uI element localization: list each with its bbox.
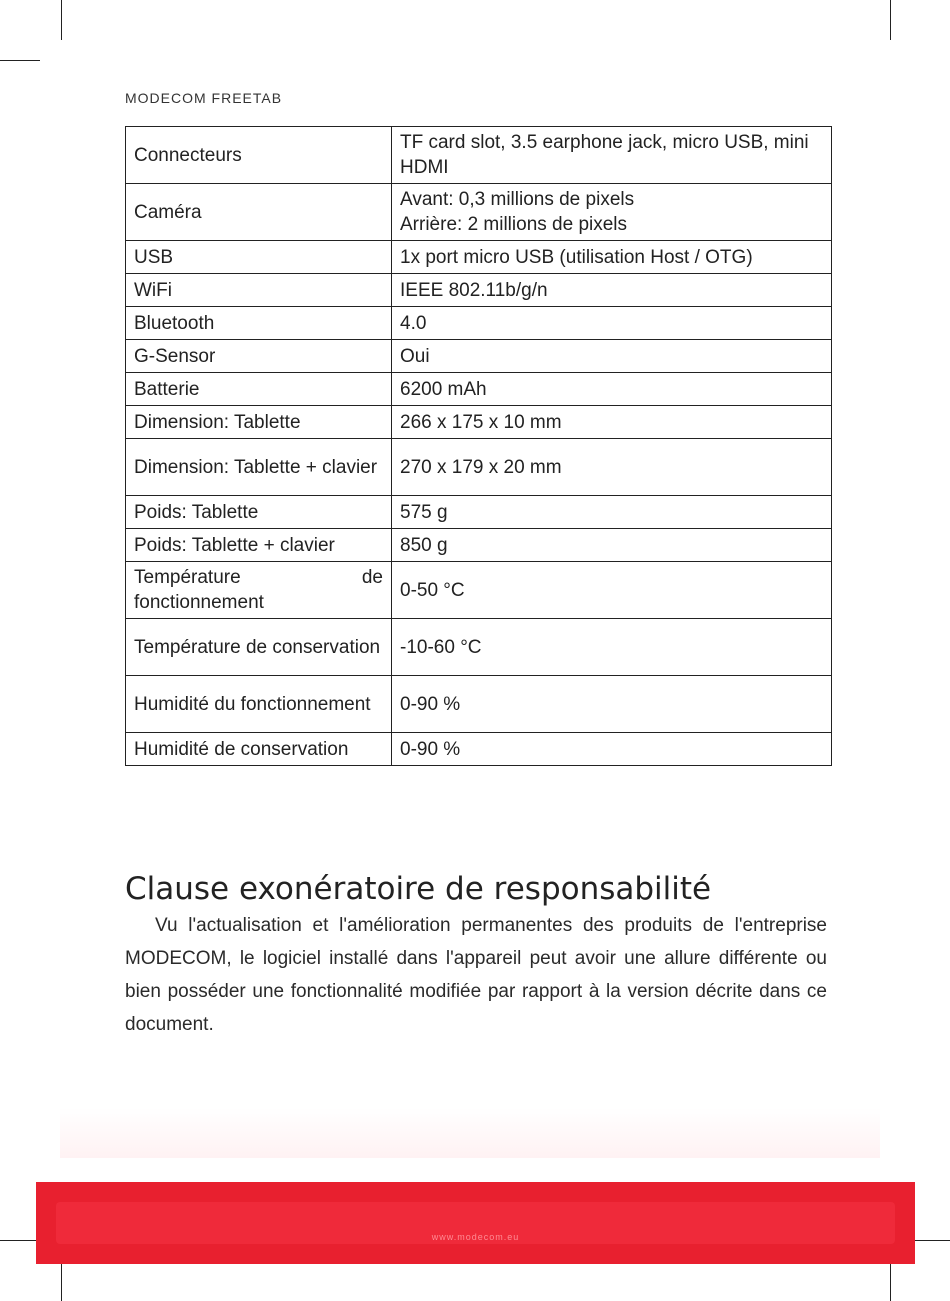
spec-value: 575 g	[392, 496, 832, 529]
spec-row	[126, 373, 832, 406]
crop-mark-left-bottom	[0, 1240, 40, 1241]
spec-key: Dimension: Tablette + clavier	[126, 439, 392, 496]
spec-value: -10-60 °C	[392, 619, 832, 676]
spec-row	[126, 127, 832, 184]
spec-row	[126, 307, 832, 340]
footer-inner	[56, 1202, 895, 1244]
spec-key: Température de fonctionnement	[126, 562, 392, 619]
spec-key: Poids: Tablette	[126, 496, 392, 529]
spec-row	[126, 676, 832, 733]
spec-value: Avant: 0,3 millions de pixels Arrière: 2 millions de pixels	[392, 184, 832, 241]
spec-key: Batterie	[126, 373, 392, 406]
spec-key: Température de conservation	[126, 619, 392, 676]
spec-row	[126, 241, 832, 274]
spec-key: Poids: Tablette + clavier	[126, 529, 392, 562]
spec-value: 0-90 %	[392, 733, 832, 766]
spec-row	[126, 184, 832, 241]
disclaimer-text: Vu l'actualisation et l'amélioration permanentes des produits de l'entreprise MODECOM, le logiciel installé dans l'appareil peut avoir une allure différente ou bien posséder une fonctionnalité modifiée par rapport à la version décrite dans ce document.	[125, 915, 827, 1035]
footer-text: www.modecom.eu	[431, 1232, 520, 1242]
crop-mark-bottom-right	[890, 1261, 891, 1301]
crop-mark-left-top	[0, 60, 40, 61]
spec-row	[126, 439, 832, 496]
spec-row	[126, 496, 832, 529]
spec-row	[126, 529, 832, 562]
spec-row	[126, 274, 832, 307]
spec-value: 0-50 °C	[392, 562, 832, 619]
spec-value: TF card slot, 3.5 earphone jack, micro USB, mini HDMI	[392, 127, 832, 184]
page-header: MODECOM FREETAB	[125, 90, 283, 106]
spec-value: 270 x 179 x 20 mm	[392, 439, 832, 496]
crop-mark-right-bottom	[910, 1240, 950, 1241]
spec-key: G-Sensor	[126, 340, 392, 373]
section-title: Clause exonératoire de responsabilité	[125, 870, 712, 907]
spec-row	[126, 619, 832, 676]
spec-key: Caméra	[126, 184, 392, 241]
spec-row	[126, 733, 832, 766]
spec-table	[125, 126, 832, 766]
spec-value: 4.0	[392, 307, 832, 340]
spec-value: 0-90 %	[392, 676, 832, 733]
spec-key: WiFi	[126, 274, 392, 307]
spec-value: 850 g	[392, 529, 832, 562]
spec-value: 266 x 175 x 10 mm	[392, 406, 832, 439]
spec-key: Humidité du fonctionnement	[126, 676, 392, 733]
crop-mark-bottom-left	[61, 1261, 62, 1301]
spec-key: Dimension: Tablette	[126, 406, 392, 439]
spec-value: IEEE 802.11b/g/n	[392, 274, 832, 307]
spec-value: 6200 mAh	[392, 373, 832, 406]
crop-mark-top-left	[61, 0, 62, 40]
spec-key: Connecteurs	[126, 127, 392, 184]
spec-value: 1x port micro USB (utilisation Host / OTG)	[392, 241, 832, 274]
spec-key: USB	[126, 241, 392, 274]
faded-band	[60, 1108, 880, 1158]
footer-band	[36, 1182, 915, 1264]
spec-value: Oui	[392, 340, 832, 373]
spec-row	[126, 406, 832, 439]
spec-row	[126, 340, 832, 373]
spec-key: Bluetooth	[126, 307, 392, 340]
crop-mark-top-right	[890, 0, 891, 40]
spec-row	[126, 562, 832, 619]
spec-key: Humidité de conservation	[126, 733, 392, 766]
